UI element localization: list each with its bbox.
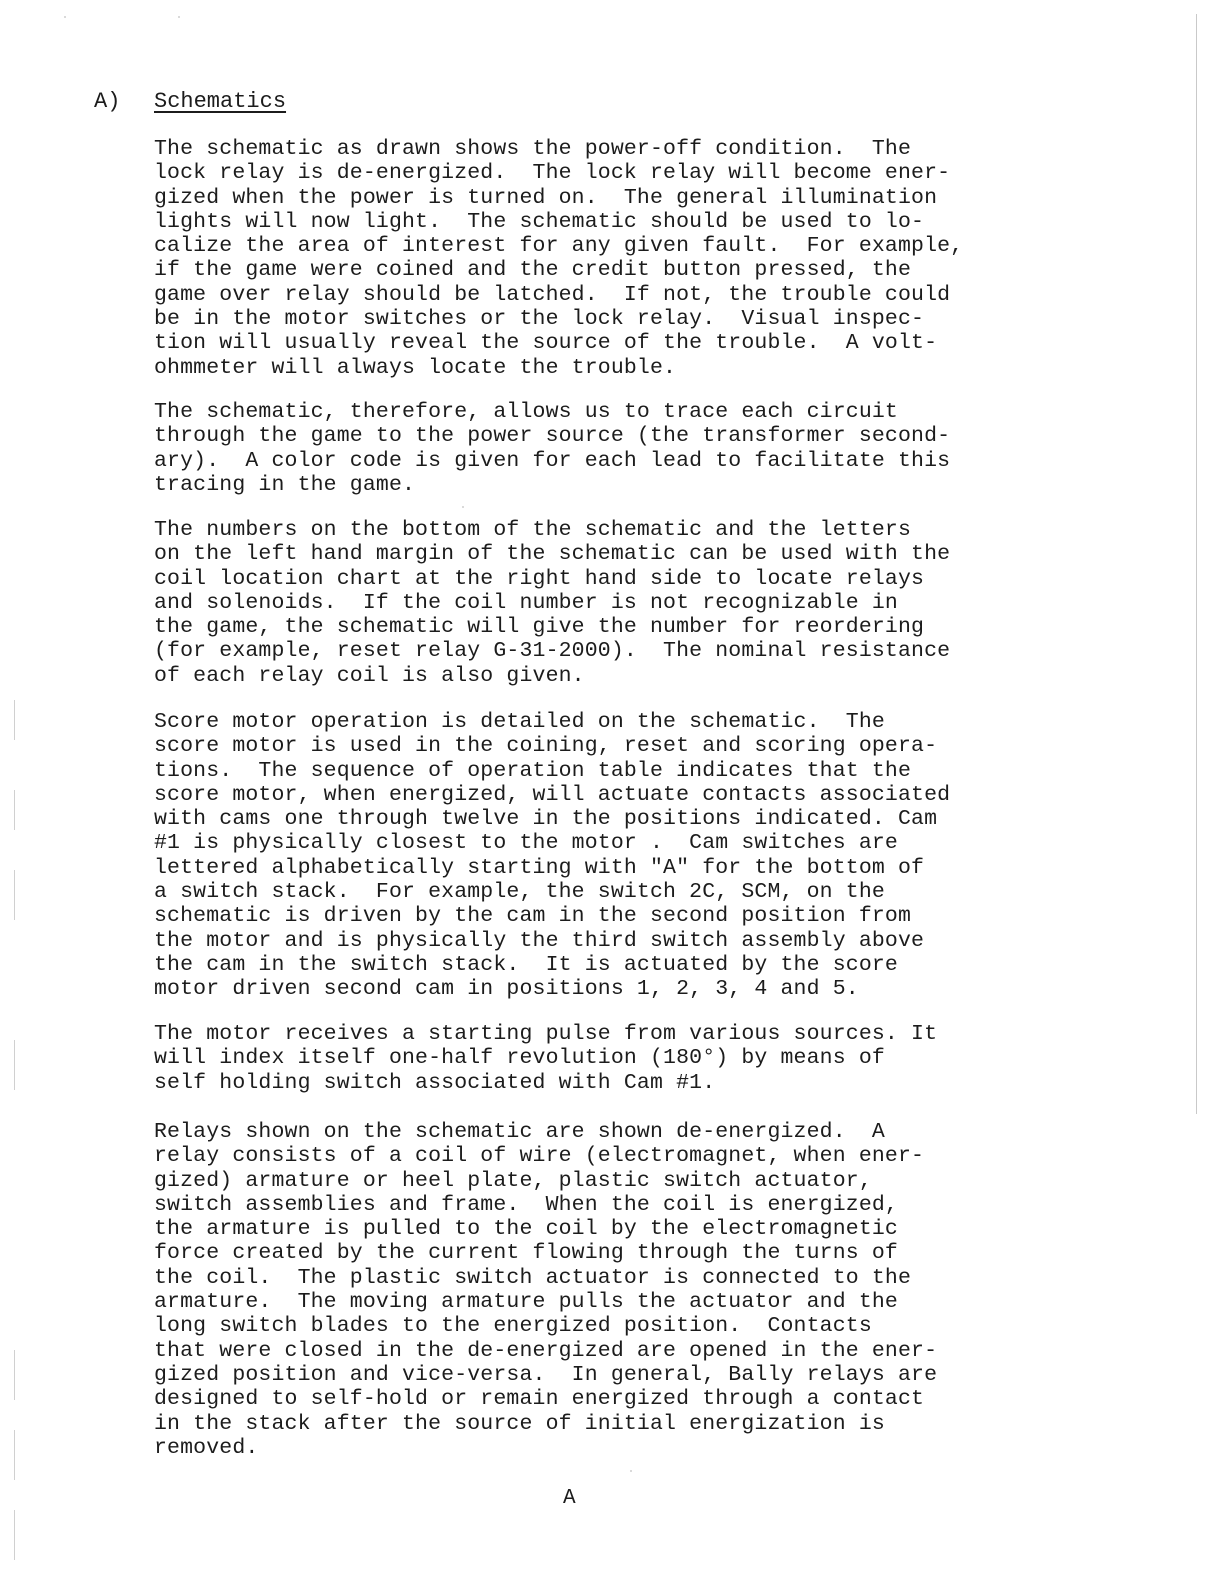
paragraph-coil-location bbox=[154, 518, 1054, 688]
text-line: schematic is driven by the cam in the second position from bbox=[154, 904, 912, 929]
text-line: be in the motor switches or the lock relay. Visual inspec- bbox=[154, 307, 925, 332]
text-line: The schematic as drawn shows the power-off condition. The bbox=[154, 137, 912, 161]
page-number: A bbox=[563, 1487, 576, 1510]
text-line: that were closed in the de-energized are opened in the ener- bbox=[154, 1338, 938, 1363]
scan-edge-mark bbox=[14, 870, 15, 920]
scan-speck bbox=[462, 506, 464, 508]
text-line: game over relay should be latched. If not, the trouble could bbox=[154, 282, 951, 307]
scan-edge-mark bbox=[14, 1350, 15, 1400]
text-line: lock relay is de-energized. The lock relay will become ener- bbox=[154, 161, 951, 186]
scan-edge-mark bbox=[14, 700, 15, 740]
text-line: (for example, reset relay G-31-2000). The nominal resistance bbox=[154, 639, 951, 664]
text-line: tions. The sequence of operation table indicates that the bbox=[154, 758, 912, 783]
text-line: lights will now light. The schematic should be used to lo- bbox=[154, 209, 925, 234]
text-line: The numbers on the bottom of the schematic and the letters bbox=[154, 518, 912, 542]
text-line: Score motor operation is detailed on the schematic. The bbox=[154, 710, 885, 734]
text-line: in the stack after the source of initial energization is bbox=[154, 1411, 885, 1436]
text-line: tracing in the game. bbox=[154, 472, 416, 497]
text-line: the motor and is physically the third switch assembly above bbox=[154, 928, 925, 953]
text-line: a switch stack. For example, the switch 2C, SCM, on the bbox=[154, 880, 885, 905]
text-line: removed. bbox=[154, 1435, 259, 1460]
paragraph-starting-pulse bbox=[154, 1022, 1054, 1095]
paragraph-power-off bbox=[154, 137, 1054, 380]
text-line: score motor is used in the coining, reset and scoring opera- bbox=[154, 734, 938, 759]
scan-speck bbox=[178, 16, 180, 18]
text-line: Relays shown on the schematic are shown de-energized. A bbox=[154, 1120, 885, 1144]
scan-edge-mark bbox=[14, 1430, 15, 1480]
text-line: tion will usually reveal the source of the trouble. A volt- bbox=[154, 331, 938, 356]
text-line: of each relay coil is also given. bbox=[154, 663, 585, 688]
text-line: relay consists of a coil of wire (electromagnet, when ener- bbox=[154, 1144, 925, 1169]
text-line: designed to self-hold or remain energized through a contact bbox=[154, 1387, 925, 1412]
text-line: lettered alphabetically starting with "A" for the bottom of bbox=[154, 855, 925, 880]
text-line: ary). A color code is given for each lead to facilitate this bbox=[154, 448, 951, 473]
section-title: Schematics bbox=[154, 89, 287, 114]
text-line: the cam in the switch stack. It is actuated by the score bbox=[154, 952, 898, 977]
text-line: ohmmeter will always locate the trouble. bbox=[154, 355, 677, 380]
scan-edge-mark bbox=[14, 1040, 15, 1090]
text-line: force created by the current flowing through the turns of bbox=[154, 1241, 898, 1266]
text-line: self holding switch associated with Cam #1. bbox=[154, 1070, 716, 1095]
paragraph-trace-circuit bbox=[154, 400, 1054, 497]
text-line: will index itself one-half revolution (180°) by means of bbox=[154, 1046, 885, 1071]
scan-edge-line bbox=[1196, 14, 1197, 1114]
text-line: armature. The moving armature pulls the actuator and the bbox=[154, 1290, 898, 1315]
text-line: and solenoids. If the coil number is not recognizable in bbox=[154, 590, 898, 615]
section-label: A) bbox=[94, 89, 121, 114]
text-line: score motor, when energized, will actuate contacts associated bbox=[154, 782, 951, 807]
scan-speck bbox=[630, 1470, 632, 1472]
paragraph-score-motor bbox=[154, 710, 1054, 1002]
text-line: The schematic, therefore, allows us to trace each circuit bbox=[154, 400, 898, 424]
text-line: coil location chart at the right hand side to locate relays bbox=[154, 566, 925, 591]
text-line: if the game were coined and the credit button pressed, the bbox=[154, 258, 912, 283]
text-line: the armature is pulled to the coil by the electromagnetic bbox=[154, 1217, 898, 1242]
scan-edge-mark bbox=[14, 790, 15, 830]
text-line: motor driven second cam in positions 1, 2, 3, 4 and 5. bbox=[154, 977, 859, 1002]
text-line: the coil. The plastic switch actuator is connected to the bbox=[154, 1265, 912, 1290]
text-line: #1 is physically closest to the motor . Cam switches are bbox=[154, 831, 898, 856]
text-line: gized position and vice-versa. In general, Bally relays are bbox=[154, 1362, 938, 1387]
text-line: long switch blades to the energized position. Contacts bbox=[154, 1314, 872, 1339]
text-line: The motor receives a starting pulse from various sources. It bbox=[154, 1022, 938, 1046]
text-line: the game, the schematic will give the number for reordering bbox=[154, 615, 925, 640]
text-line: gized when the power is turned on. The general illumination bbox=[154, 185, 938, 210]
text-line: through the game to the power source (the transformer second- bbox=[154, 424, 951, 449]
text-line: switch assemblies and frame. When the coil is energized, bbox=[154, 1192, 898, 1217]
text-line: on the left hand margin of the schematic can be used with the bbox=[154, 542, 951, 567]
text-line: with cams one through twelve in the positions indicated. Cam bbox=[154, 807, 938, 832]
text-line: gized) armature or heel plate, plastic switch actuator, bbox=[154, 1168, 872, 1193]
scan-speck bbox=[64, 16, 66, 18]
text-line: calize the area of interest for any given fault. For example, bbox=[154, 234, 964, 259]
paragraph-relays bbox=[154, 1120, 1054, 1460]
scan-edge-mark bbox=[14, 1510, 15, 1560]
